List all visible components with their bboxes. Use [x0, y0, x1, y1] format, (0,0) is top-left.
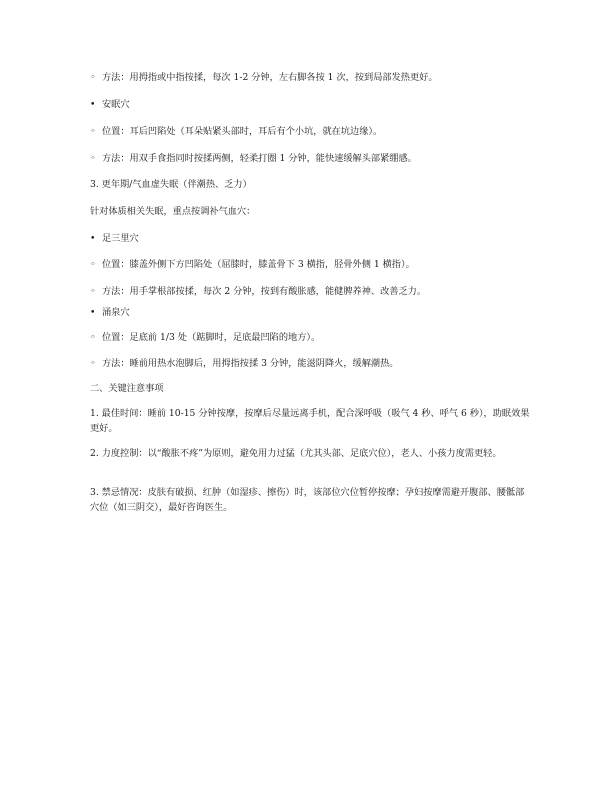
method-line-anmian	[90, 151, 530, 166]
note-paragraph-timing: 1. 最佳时间：睡前 10-15 分钟按摩，按摩后尽量远离手机，配合深呼吸（吸气 4 秒、呼气 6 秒），助眠效果更好。	[90, 408, 530, 434]
sub-bullet-marker: ◦	[90, 286, 96, 297]
location-text: 位置：膝盖外侧下方凹陷处（屈膝时，膝盖骨下 3 横指，胫骨外侧 1 横指）。	[102, 259, 415, 270]
acupoint-heading-yongquan	[90, 305, 530, 320]
section-intro	[90, 204, 530, 219]
bullet-marker: •	[90, 99, 96, 110]
acupoint-heading-anmian	[90, 97, 530, 112]
acupoint-name: 涌泉穴	[102, 307, 130, 318]
acupoint-name: 安眠穴	[102, 99, 130, 110]
section-heading-notes	[90, 381, 530, 396]
section-intro-text: 针对体质相关失眠，重点按调补气血穴：	[90, 206, 256, 217]
sub-bullet-marker: ◦	[90, 153, 96, 164]
sub-bullet-marker: ◦	[90, 259, 96, 270]
note-paragraph-pressure: 2. 力度控制：以“酸胀不疼”为原则，避免用力过猛（尤其头部、足底穴位），老人、小孩力度需更轻。	[90, 448, 502, 459]
section-heading-text: 3. 更年期/气血虚失眠（伴潮热、乏力）	[90, 179, 252, 190]
section-heading-text: 二、关键注意事项	[90, 383, 164, 394]
acupoint-name: 足三里穴	[102, 233, 139, 244]
sub-bullet-marker: ◦	[90, 358, 96, 369]
bullet-marker: •	[90, 233, 96, 244]
location-line-anmian	[90, 124, 530, 139]
location-line-yongquan	[90, 330, 530, 345]
method-line-yongquan	[90, 356, 530, 371]
method-text: 方法：睡前用热水泡脚后，用拇指按揉 3 分钟，能滋阴降火，缓解潮热。	[102, 358, 399, 369]
note-paragraph-contraindications: 3. 禁忌情况：皮肤有破损、红肿（如湿疹、擦伤）时，该部位穴位暂停按摩；孕妇按摩需避开腹部、腰骶部穴位（如三阴交），最好咨询医生。	[90, 487, 525, 513]
method-line-foot	[90, 70, 530, 85]
method-text: 方法：用手掌根部按揉，每次 2 分钟，按到有酸胀感，能健脾养神、改善乏力。	[102, 286, 427, 297]
section-heading-menopause	[90, 177, 530, 192]
location-text: 位置：耳后凹陷处（耳朵贴紧头部时，耳后有个小坑，就在坑边缘）。	[102, 126, 383, 137]
method-text: 方法：用双手食指同时按揉两侧，轻柔打圈 1 分钟，能快速缓解头部紧绷感。	[102, 153, 417, 164]
method-text: 方法：用拇指或中指按揉，每次 1-2 分钟，左右脚各按 1 次，按到局部发热更好。	[102, 72, 438, 83]
method-line-zusanli	[90, 284, 530, 299]
sub-bullet-marker: ◦	[90, 126, 96, 137]
sub-bullet-marker: ◦	[90, 332, 96, 343]
sub-bullet-marker: ◦	[90, 72, 96, 83]
location-text: 位置：足底前 1/3 处（踮脚时，足底最凹陷的地方）。	[102, 332, 321, 343]
bullet-marker: •	[90, 307, 96, 318]
acupoint-heading-zusanli	[90, 231, 530, 246]
location-line-zusanli	[90, 257, 530, 272]
